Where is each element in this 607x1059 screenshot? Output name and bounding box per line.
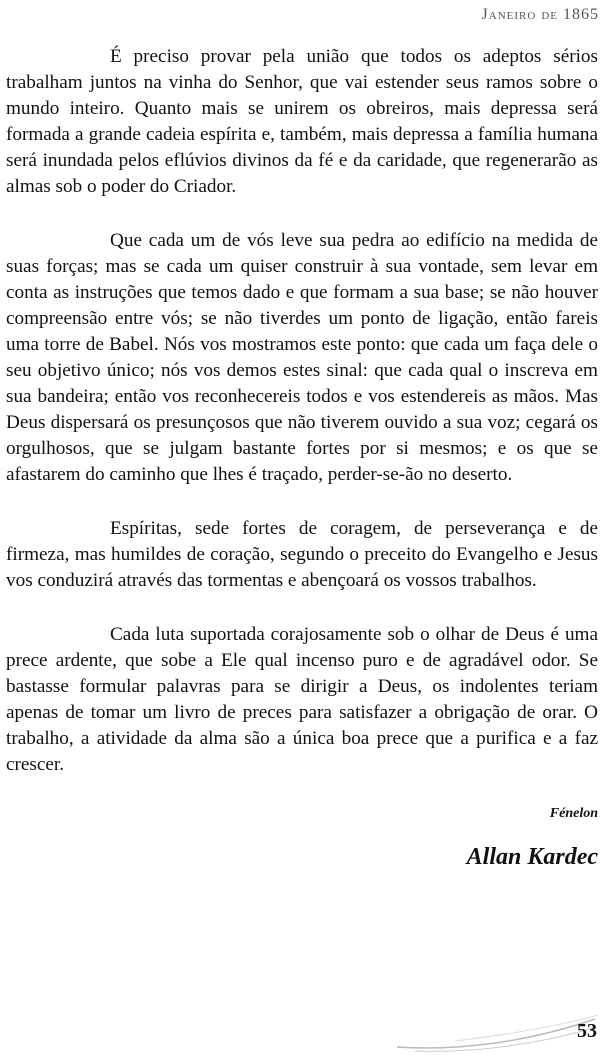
page-number: 53 (577, 1020, 597, 1042)
running-head: Janeiro de 1865 (481, 6, 599, 23)
author-name: Allan Kardec (466, 844, 598, 870)
paragraph-3: Espíritas, sede fortes de coragem, de perseverança e de firmeza, mas humildes de coração, segundo o preceito do Evangelho e Jesus vos conduzirá através das tormentas e abençoará os vossos trabalhos. (6, 518, 598, 591)
paragraph-2: Que cada um de vós leve sua pedra ao edifício na medida de suas forças; mas se cada um quiser construir à sua vontade, sem levar em conta as instruções que temos dado e que formam a sua base; se não houver compreensão entre vós; se não tiverdes um ponto de ligação, então fareis uma torre de Babel. Nós vos mostramos este ponto: que cada um faça dele o seu objetivo único; nós vos demos estes sinal: que cada qual o inscreva em sua bandeira; então vos reconhecereis todos e vos estendereis as mãos. Mas Deus dispersará os presunçosos que não tiverem ouvido a sua voz; cegará os orgulhosos, que se julgam bastante fortes por si mesmos; e os que se afastarem do caminho que lhes é traçado, perder-se-ão no deserto. (6, 230, 598, 485)
page-body (6, 44, 598, 871)
footer-swoosh-icon (395, 1005, 600, 1055)
paragraph-4: Cada luta suportada corajosamente sob o olhar de Deus é uma prece ardente, que sobe a Ele qual incenso puro e de agradável odor. Se bastasse formular palavras para se dirigir a Deus, os indolentes teriam apenas de tomar um livro de preces para satisfazer a obrigação de orar. O trabalho, a atividade da alma são a única boa prece que a purifica e a faz crescer. (6, 624, 598, 775)
spirit-signature: Fénelon (549, 806, 598, 821)
paragraph-1: É preciso provar pela união que todos os adeptos sérios trabalham juntos na vinha do Senhor, que vai estender seus ramos sobre o mundo inteiro. Quanto mais se unirem os obreiros, mais depressa será formada a grande cadeia espírita e, também, mais depressa a família humana será inundada pelos eflúvios divinos da fé e da caridade, que regenerarão as almas sob o poder do Criador. (6, 46, 598, 197)
